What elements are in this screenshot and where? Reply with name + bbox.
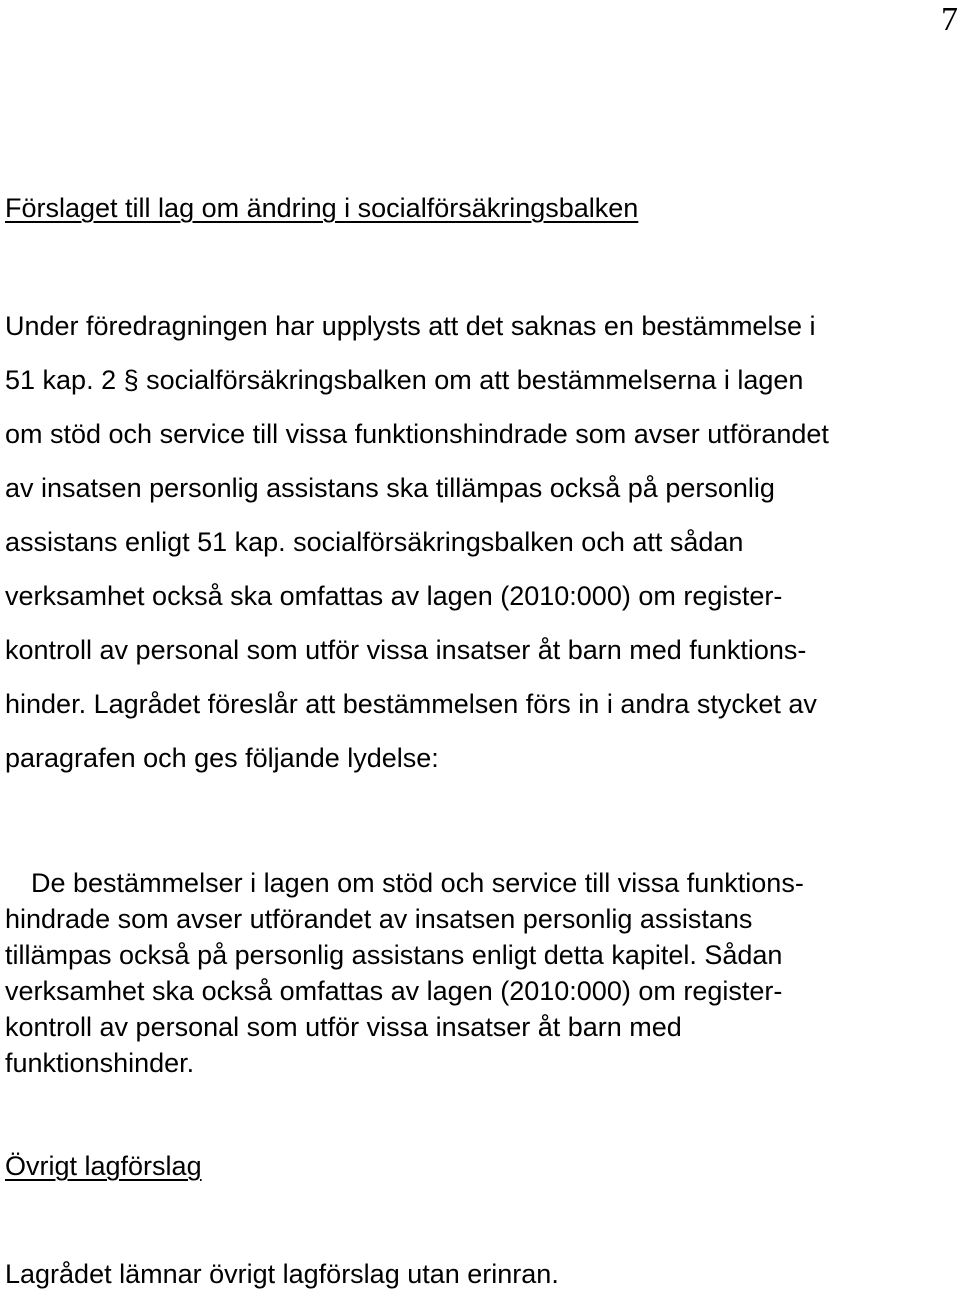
paragraph-line: assistans enligt 51 kap. socialförsäkringsbalken och att sådan bbox=[5, 527, 744, 557]
paragraph-line: om stöd och service till vissa funktionshindrade som avser utförandet bbox=[5, 419, 829, 449]
page-number: 7 bbox=[941, 1, 958, 38]
paragraph-line: paragrafen och ges följande lydelse: bbox=[5, 743, 439, 773]
quote-line: funktionshinder. bbox=[5, 1048, 195, 1078]
paragraph-line: kontroll av personal som utför vissa insatser åt barn med funktions- bbox=[5, 635, 807, 665]
section-heading-socialforsakringsbalken: Förslaget till lag om ändring i socialförsäkringsbalken bbox=[5, 193, 639, 223]
proposed-wording-block bbox=[5, 865, 960, 1081]
quote-line: De bestämmelser i lagen om stöd och service till vissa funktions- bbox=[31, 868, 804, 898]
paragraph-line: av insatsen personlig assistans ska tillämpas också på personlig bbox=[5, 473, 775, 503]
quote-line: kontroll av personal som utför vissa insatser åt barn med bbox=[5, 1012, 682, 1042]
body-paragraph bbox=[5, 299, 960, 785]
paragraph-line: Under föredragningen har upplysts att det saknas en bestämmelse i bbox=[5, 311, 816, 341]
paragraph-line: Lagrådet lämnar övrigt lagförslag utan erinran. bbox=[5, 1259, 559, 1289]
paragraph-line: hinder. Lagrådet föreslår att bestämmelsen förs in i andra stycket av bbox=[5, 689, 817, 719]
closing-paragraph bbox=[5, 1256, 960, 1292]
quote-line: hindrade som avser utförandet av insatsen personlig assistans bbox=[5, 904, 753, 934]
section-heading-ovrigt-lagforslag: Övrigt lagförslag bbox=[5, 1151, 202, 1181]
quote-line: verksamhet ska också omfattas av lagen (2010:000) om register- bbox=[5, 976, 783, 1006]
quote-line: tillämpas också på personlig assistans enligt detta kapitel. Sådan bbox=[5, 940, 783, 970]
paragraph-line: 51 kap. 2 § socialförsäkringsbalken om att bestämmelserna i lagen bbox=[5, 365, 804, 395]
paragraph-line: verksamhet också ska omfattas av lagen (2010:000) om register- bbox=[5, 581, 783, 611]
